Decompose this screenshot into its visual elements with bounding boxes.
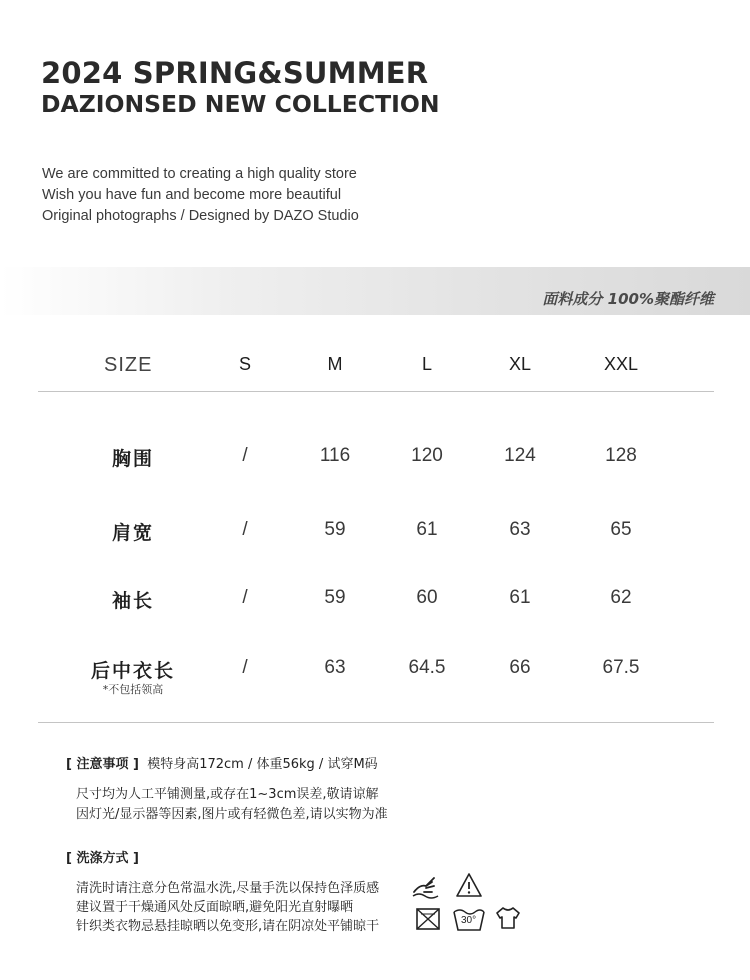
collection-subtitle: DAZIONSED NEW COLLECTION [41, 90, 440, 118]
no-tumble-dry-icon [414, 906, 442, 932]
table-cell: 66 [509, 657, 531, 678]
wash-30-icon: 30° [452, 906, 486, 932]
table-cell: 61 [416, 519, 438, 540]
washing-line-2: 建议置于干燥通风处反面晾晒,避免阳光直射曝晒 [76, 900, 354, 915]
collar-note: *不包括领高 [102, 683, 164, 696]
table-bottom-divider [38, 722, 714, 723]
row-label-sleeve: 袖长 [111, 590, 155, 612]
table-cell: 59 [324, 587, 346, 608]
table-cell: 64.5 [408, 657, 446, 678]
table-cell: 63 [324, 657, 346, 678]
table-cell: 61 [509, 587, 531, 608]
notes-title: [ 注意事项 ] [66, 757, 139, 772]
table-cell: / [242, 519, 248, 540]
table-cell: 120 [411, 445, 443, 466]
row-label-back-length: 后中衣长 [90, 660, 176, 682]
size-s: S [238, 354, 252, 374]
table-cell: 116 [319, 445, 351, 466]
table-cell: 60 [416, 587, 438, 608]
size-m: M [327, 354, 343, 374]
notes-line-1: 尺寸均为人工平铺测量,或存在1~3cm误差,敬请谅解 [76, 787, 379, 802]
collection-title: 2024 SPRING&SUMMER [41, 56, 429, 90]
table-cell: 128 [605, 445, 637, 466]
table-cell: 67.5 [602, 657, 640, 678]
tagline-2: Wish you have fun and become more beautiful [42, 187, 342, 203]
row-label-shoulder: 肩宽 [111, 522, 155, 544]
model-info: 模特身高172cm / 体重56kg / 试穿M码 [147, 757, 378, 772]
table-cell: / [242, 445, 248, 466]
table-cell: 59 [324, 519, 346, 540]
table-cell: 65 [610, 519, 632, 540]
washing-line-1: 清洗时请注意分色常温水洗,尽量手洗以保持色泽质感 [76, 881, 380, 896]
warning-icon [455, 872, 483, 898]
washing-title: [ 洗涤方式 ] [66, 851, 139, 866]
table-cell: 63 [509, 519, 531, 540]
fabric-composition: 面料成分 100%聚酯纤维 [542, 290, 714, 308]
notes-heading-line [66, 753, 378, 772]
size-header-label: SIZE [104, 354, 153, 376]
table-cell: 124 [504, 445, 536, 466]
notes-line-2: 因灯光/显示器等因素,图片或有轻微色差,请以实物为准 [76, 807, 388, 822]
hand-wash-icon [410, 870, 442, 900]
row-label-chest: 胸围 [111, 448, 155, 470]
table-cell: / [242, 587, 248, 608]
size-xl: XL [508, 354, 532, 374]
size-xxl: XXL [603, 354, 639, 374]
table-cell: 62 [610, 587, 632, 608]
size-l: L [421, 354, 433, 374]
tagline-3: Original photographs / Designed by DAZO Studio [42, 208, 359, 224]
table-cell: / [242, 657, 248, 678]
shirt-icon [494, 905, 522, 931]
washing-line-3: 针织类衣物忌悬挂晾晒以免变形,请在阴凉处平铺晾干 [76, 919, 380, 934]
table-top-divider [38, 391, 714, 392]
tagline-1: We are committed to creating a high quality store [42, 166, 357, 182]
